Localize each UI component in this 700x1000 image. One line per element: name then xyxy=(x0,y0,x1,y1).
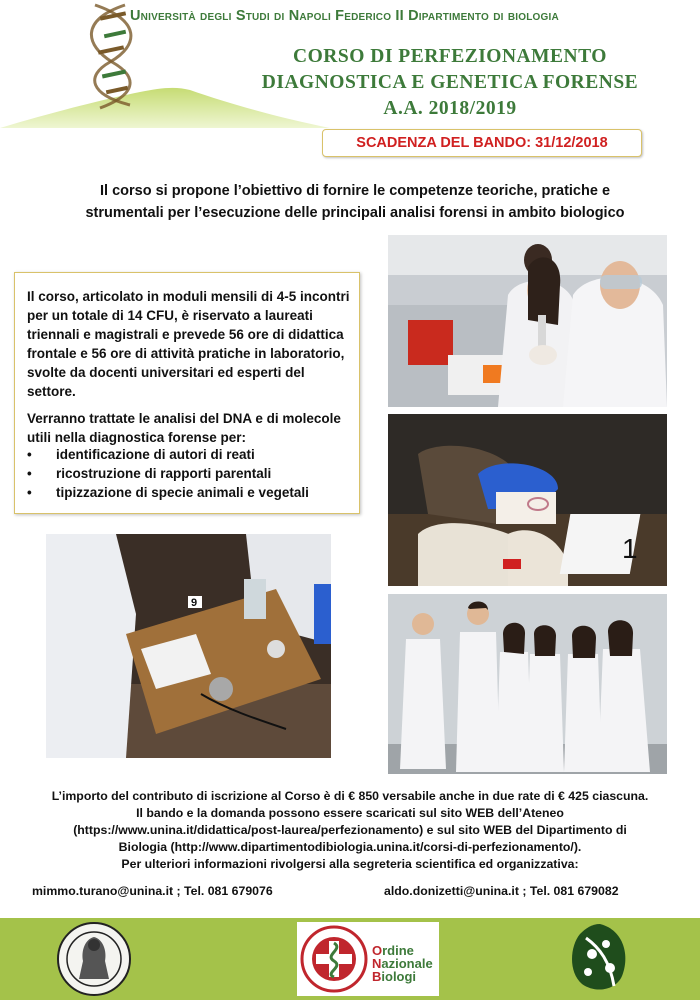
evidence-marker-number: 9 xyxy=(191,597,198,609)
evidence-photo xyxy=(388,414,667,586)
contact-donizetti: aldo.donizetti@unina.it ; Tel. 081 679082 xyxy=(384,884,619,898)
fee-info: L’importo del contributo di iscrizione al Corso è di € 850 versabile anche in due rate di € 425 ciascuna. xyxy=(51,789,649,803)
group-photo xyxy=(388,594,667,774)
academic-year: A.A. 2018/2019 xyxy=(383,98,517,119)
onb-logo-text: Ordine Nazionale Biologi xyxy=(372,943,433,984)
analysis-intro: Verranno trattate le analisi del DNA e di molecole utili nella diagnostica forense per: xyxy=(27,411,341,445)
department-logo-icon xyxy=(566,920,634,996)
course-title-line2: DIAGNOSTICA E GENETICA FORENSE xyxy=(261,72,639,93)
analysis-list xyxy=(27,445,357,502)
university-seal-icon xyxy=(55,921,133,997)
download-info: Il bando e la domanda possono essere scaricati sul sito WEB dell’Ateneo xyxy=(136,806,564,820)
course-description-box xyxy=(14,272,360,514)
course-description: Il corso, articolato in moduli mensili di 4-5 incontri per un totale di 14 CFU, è riservato a laureati triennali e magistrali e prevede 56 ore di didattica frontale e 56 ore di attività pratiche in laboratorio, svolte da docenti universitari ed esperti del settore. xyxy=(27,289,350,399)
marker-number: 1 xyxy=(622,533,638,564)
list-item: • ricostruzione di rapporti parentali xyxy=(27,466,272,481)
department-link: Biologia (http://www.dipartimentodibiologia.unina.it/corsi-di-perfezionamento/). xyxy=(118,840,582,854)
deadline-badge: SCADENZA DEL BANDO: 31/12/2018 xyxy=(322,129,642,157)
course-intro: Il corso si propone l’obiettivo di fornire le competenze teoriche, pratiche e strumentali per l’esecuzione delle principali analisi forensi in ambito biologico xyxy=(85,183,625,221)
list-item: • tipizzazione di specie animali e vegetali xyxy=(27,485,309,500)
crime-scene-photo xyxy=(46,534,331,758)
lab-photo xyxy=(388,235,667,407)
onb-emblem-icon xyxy=(300,925,368,993)
contact-intro: Per ulteriori informazioni rivolgersi alla segreteria scientifica ed organizzativa: xyxy=(121,857,579,871)
dna-helix-icon xyxy=(91,5,130,108)
university-header: Università degli Studi di Napoli Federico II Dipartimento di biologia xyxy=(130,8,559,24)
list-item: • identificazione di autori di reati xyxy=(27,447,255,462)
course-title-line1: CORSO DI PERFEZIONAMENTO xyxy=(293,46,607,67)
download-links: (https://www.unina.it/didattica/post-laurea/perfezionamento) e sul sito WEB del Dipartimento di xyxy=(73,823,627,837)
contact-turano: mimmo.turano@unina.it ; Tel. 081 679076 xyxy=(32,884,273,898)
